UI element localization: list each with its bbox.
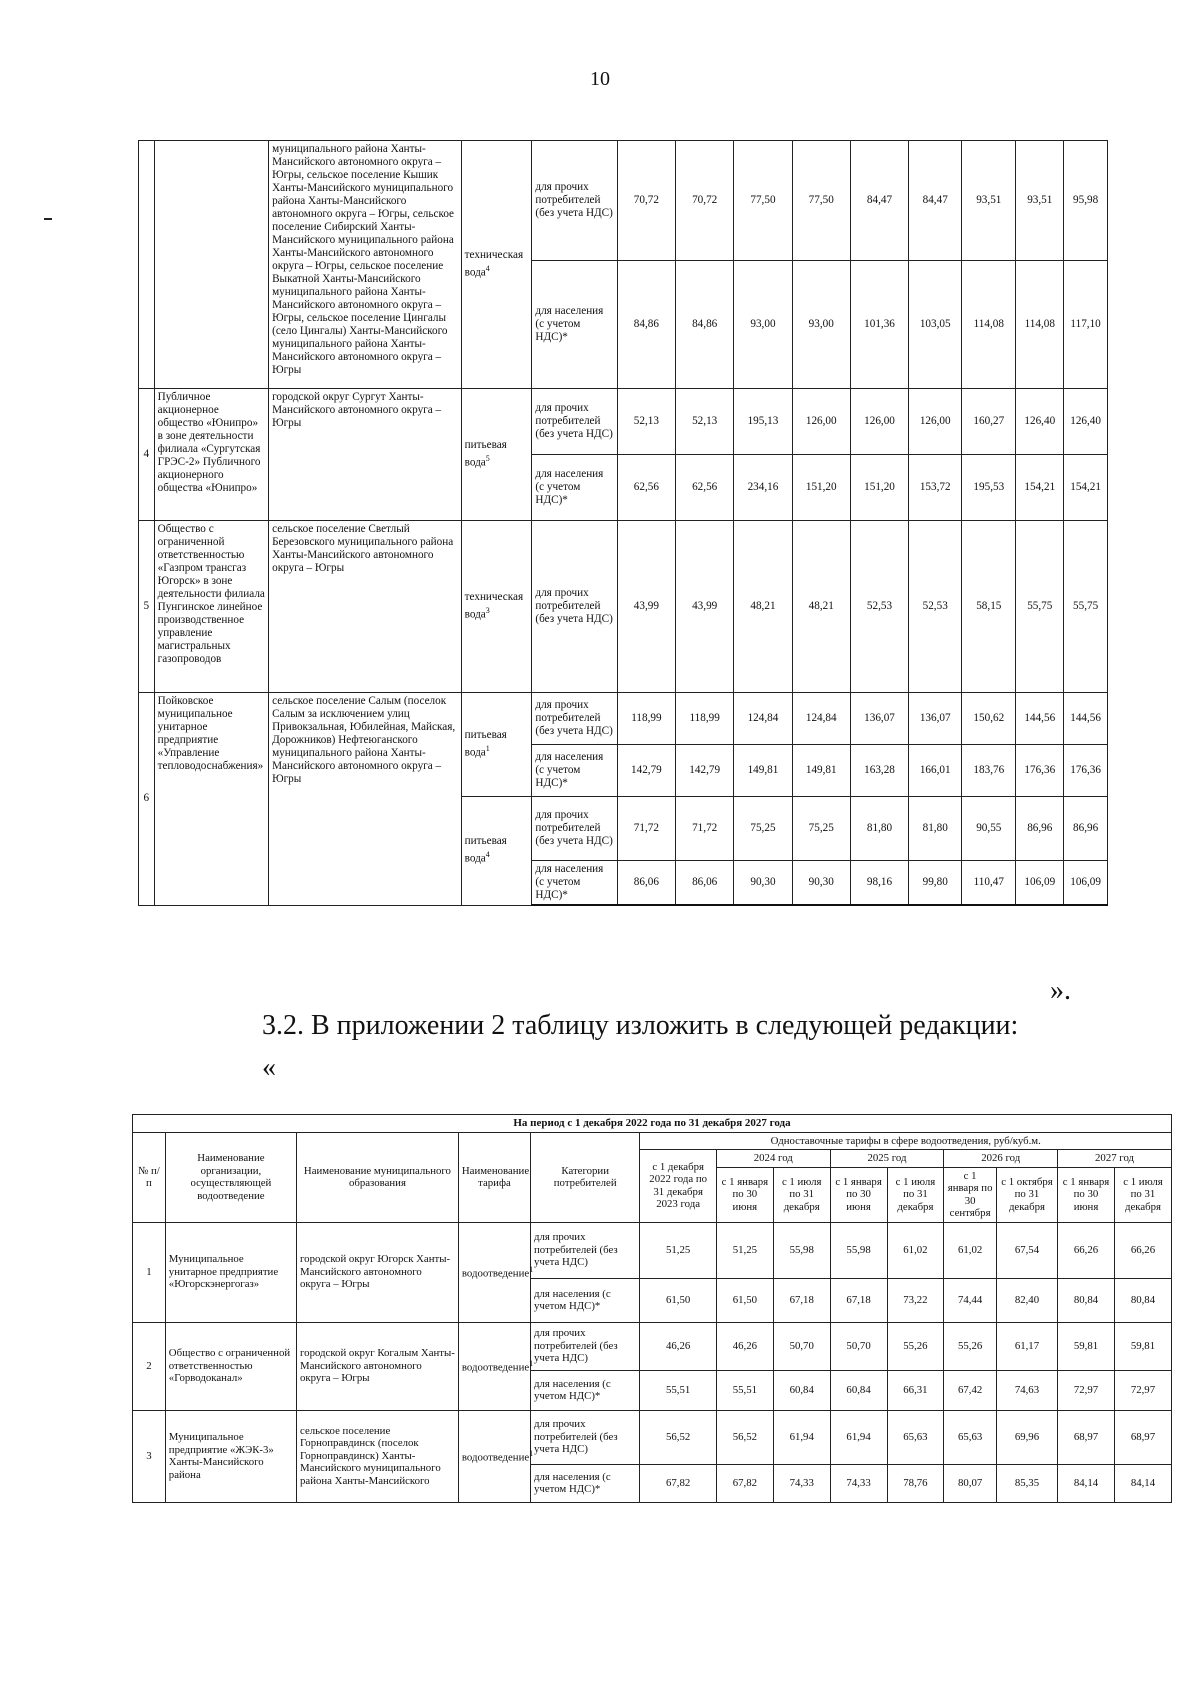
organization-name [154, 141, 268, 389]
tariff-value: 160,27 [962, 389, 1016, 455]
closing-quote: ». [1050, 975, 1071, 1006]
tariff-value: 195,53 [962, 455, 1016, 521]
tariff-value: 142,79 [617, 745, 675, 797]
tariff-value: 67,18 [830, 1278, 887, 1322]
tariff-type-cell [461, 693, 532, 797]
tariff-value: 67,18 [773, 1278, 830, 1322]
tariff-value: 144,56 [1064, 693, 1108, 745]
tariff-value: 114,08 [962, 261, 1016, 389]
tariff-value: 93,51 [962, 141, 1016, 261]
footnote-mark: 4 [485, 264, 490, 274]
consumer-category: для прочих потребителей (без учета НДС) [532, 389, 617, 455]
tariff-value: 48,21 [792, 521, 850, 693]
municipality-name: муниципального района Ханты-Мансийского автономного округа – Югры, сельское поселение Кышик Ханты-Мансийского муниципального района Ханты-Мансийского автономного округа – Югры, сельское поселение Сибирский Ханты-Мансийского муниципального района Ханты-Мансийского автономного округа – Югры, сельское поселение Выкатной Ханты-Мансийского муниципального района Ханты-Мансийского автономного округа – Югры, сельское поселение Цингалы (село Цингалы) Ханты-Мансийского муниципального района Ханты-Мансийского автономного округа – Югры [269, 141, 462, 389]
footnote-mark: 3 [485, 606, 490, 616]
tariff-value: 51,25 [716, 1222, 773, 1278]
tariff-value: 90,30 [734, 861, 792, 906]
tariff-value: 72,97 [1058, 1370, 1115, 1410]
organization-name: Общество с ограниченной ответственностью «Газпром трансгаз Югорск» в зоне деятельности филиала Пунгинское линейное производственное управление магистральных газопроводов [154, 521, 268, 693]
opening-quote: « [262, 1052, 276, 1083]
consumer-category: для прочих потребителей (без учета НДС) [531, 1222, 640, 1278]
tariff-table-water [138, 140, 1108, 906]
tariff-value: 93,51 [1016, 141, 1064, 261]
tariff-value: 166,01 [909, 745, 962, 797]
consumer-category: для населения (с учетом НДС)* [532, 861, 617, 906]
tariff-type: водоотведение [461, 1361, 530, 1374]
tariff-value: 106,09 [1016, 861, 1064, 906]
tariff-value: 52,53 [850, 521, 908, 693]
tariff-value: 136,07 [850, 693, 908, 745]
tariff-value: 59,81 [1058, 1322, 1115, 1370]
section-heading: 3.2. В приложении 2 таблицу изложить в следующей редакции: [262, 1010, 1019, 1041]
tariff-value: 84,14 [1114, 1464, 1171, 1502]
tariff-value: 55,98 [830, 1222, 887, 1278]
tariff-value: 74,33 [830, 1464, 887, 1502]
tariff-value: 61,17 [996, 1322, 1057, 1370]
first-period-header: с 1 декабря 2022 года по 31 декабря 2023 года [640, 1150, 717, 1223]
tariff-value: 58,15 [962, 521, 1016, 693]
tariff-type-cell [458, 1322, 534, 1410]
tariff-value: 56,52 [640, 1410, 717, 1464]
consumer-category: для населения (с учетом НДС)* [532, 455, 617, 521]
tariff-value: 77,50 [792, 141, 850, 261]
tariff-type-cell [461, 521, 532, 693]
tariff-value: 69,96 [996, 1410, 1057, 1464]
organization-name: Муниципальное предприятие «ЖЭК-3» Ханты-Мансийского района [165, 1410, 296, 1502]
tariff-value: 46,26 [640, 1322, 717, 1370]
subperiod-header: с 1 июля по 31 декабря [773, 1167, 830, 1222]
tariff-type: техническая вода [464, 591, 524, 621]
consumer-category: для населения (с учетом НДС)* [531, 1370, 640, 1410]
col-num-header: № п/п [133, 1132, 166, 1222]
consumer-category: для прочих потребителей (без учета НДС) [532, 521, 617, 693]
col-org-header: Наименование организации, осуществляющей водоотведение [165, 1132, 296, 1222]
tariff-value: 74,44 [944, 1278, 996, 1322]
consumer-category: для населения (с учетом НДС)* [531, 1464, 640, 1502]
tariff-type-cell [461, 797, 532, 906]
tariff-value: 93,00 [792, 261, 850, 389]
subperiod-header: с 1 января по 30 сентября [944, 1167, 996, 1222]
tariff-type-cell [461, 389, 532, 521]
tariff-value: 52,53 [909, 521, 962, 693]
tariff-value: 55,51 [640, 1370, 717, 1410]
consumer-category: для прочих потребителей (без учета НДС) [532, 693, 617, 745]
tariff-value: 154,21 [1016, 455, 1064, 521]
subperiod-header: с 1 июля по 31 декабря [887, 1167, 944, 1222]
tariff-value: 55,75 [1016, 521, 1064, 693]
subperiod-header: с 1 июля по 31 декабря [1114, 1167, 1171, 1222]
tariff-value: 118,99 [617, 693, 675, 745]
tariff-value: 66,26 [1114, 1222, 1171, 1278]
tariff-value: 51,25 [640, 1222, 717, 1278]
tariff-value: 75,25 [734, 797, 792, 861]
col-tariff-header: Наименование тарифа [458, 1132, 530, 1222]
tariff-type: питьевая вода [464, 729, 507, 759]
consumer-category: для населения (с учетом НДС)* [532, 745, 617, 797]
tariff-value: 126,00 [792, 389, 850, 455]
tariff-value: 103,05 [909, 261, 962, 389]
tariff-value: 73,22 [887, 1278, 944, 1322]
subperiod-header: с 1 января по 30 июня [716, 1167, 773, 1222]
tariff-value: 90,55 [962, 797, 1016, 861]
tariff-value: 71,72 [617, 797, 675, 861]
tariff-value: 86,96 [1064, 797, 1108, 861]
organization-name: Муниципальное унитарное предприятие «Югорскэнергогаз» [165, 1222, 296, 1322]
tariff-type: водоотведение [461, 1267, 530, 1280]
tariff-value: 81,80 [850, 797, 908, 861]
tariff-value: 71,72 [676, 797, 734, 861]
tariff-value: 149,81 [792, 745, 850, 797]
tariff-value: 67,42 [944, 1370, 996, 1410]
tariff-value: 55,26 [944, 1322, 996, 1370]
tariff-value: 93,00 [734, 261, 792, 389]
page-number: 10 [590, 68, 610, 90]
tariff-value: 80,07 [944, 1464, 996, 1502]
tariff-value: 56,52 [716, 1410, 773, 1464]
tariff-value: 95,98 [1064, 141, 1108, 261]
col-area-header: Наименование муниципального образования [297, 1132, 459, 1222]
tariff-value: 67,82 [640, 1464, 717, 1502]
tariff-value: 48,21 [734, 521, 792, 693]
tariff-value: 163,28 [850, 745, 908, 797]
footnote-mark: 1 [485, 744, 490, 754]
year-header: 2027 год [1058, 1150, 1172, 1168]
tariff-value: 66,31 [887, 1370, 944, 1410]
row-number: 3 [133, 1410, 166, 1502]
municipality-name: городской округ Югорск Ханты-Мансийского автономного округа – Югры [297, 1222, 459, 1322]
tariff-value: 60,84 [773, 1370, 830, 1410]
tariff-value: 77,50 [734, 141, 792, 261]
tariff-value: 67,54 [996, 1222, 1057, 1278]
tariff-value: 126,40 [1016, 389, 1064, 455]
tariff-value: 110,47 [962, 861, 1016, 906]
organization-name: Публичное акционерное общество «Юнипро» в зоне деятельности филиала «Сургутская ГРЭС-2» Публичного акционерного общества «Юнипро» [154, 389, 268, 521]
row-number: 4 [139, 389, 155, 521]
tariff-value: 80,84 [1114, 1278, 1171, 1322]
tariff-value: 82,40 [996, 1278, 1057, 1322]
tariff-value: 81,80 [909, 797, 962, 861]
tariff-value: 61,02 [944, 1222, 996, 1278]
tariff-table-wastewater [132, 1114, 1172, 1503]
municipality-name: городской округ Когалым Ханты-Мансийского автономного округа – Югры [297, 1322, 459, 1410]
tariff-value: 150,62 [962, 693, 1016, 745]
consumer-category: для прочих потребителей (без учета НДС) [532, 797, 617, 861]
tariff-value: 84,86 [617, 261, 675, 389]
tariff-value: 61,94 [773, 1410, 830, 1464]
row-number: 1 [133, 1222, 166, 1322]
tariff-value: 86,96 [1016, 797, 1064, 861]
tariff-value: 151,20 [792, 455, 850, 521]
tariff-value: 61,50 [716, 1278, 773, 1322]
tariff-value: 151,20 [850, 455, 908, 521]
table-row [139, 521, 1108, 693]
row-number: 6 [139, 693, 155, 906]
tariff-value: 59,81 [1114, 1322, 1171, 1370]
tariff-value: 50,70 [830, 1322, 887, 1370]
tariff-value: 55,51 [716, 1370, 773, 1410]
period-header: На период с 1 декабря 2022 года по 31 декабря 2027 года [133, 1115, 1172, 1133]
municipality-name: городской округ Сургут Ханты-Мансийского автономного округа – Югры [269, 389, 462, 521]
tariff-value: 118,99 [676, 693, 734, 745]
tariff-value: 176,36 [1064, 745, 1108, 797]
tariff-value: 85,35 [996, 1464, 1057, 1502]
tariff-value: 126,40 [1064, 389, 1108, 455]
table-row [139, 141, 1108, 261]
row-number: 2 [133, 1322, 166, 1410]
col-category-header: Категории потребителей [531, 1132, 640, 1222]
tariff-type: водоотведение [461, 1451, 530, 1464]
tariff-value: 75,25 [792, 797, 850, 861]
tariff-type-cell [458, 1410, 534, 1502]
tariff-value: 74,63 [996, 1370, 1057, 1410]
municipality-name: сельское поселение Салым (поселок Салым за исключением улиц Привокзальная, Юбилейная, Майская, Дорожников) Нефтеюганского муниципального района Ханты-Мансийского автономного округа – Югры [269, 693, 462, 906]
year-header: 2026 год [944, 1150, 1058, 1168]
tariff-value: 74,33 [773, 1464, 830, 1502]
consumer-category: для населения (с учетом НДС)* [531, 1278, 640, 1322]
table-row [139, 693, 1108, 745]
footnote-mark: 1 [529, 1264, 534, 1274]
organization-name: Пойковское муниципальное унитарное предприятие «Управление тепловодоснабжения» [154, 693, 268, 906]
tariff-value: 52,13 [676, 389, 734, 455]
tariff-value: 70,72 [676, 141, 734, 261]
tariff-value: 86,06 [617, 861, 675, 906]
tariff-value: 61,50 [640, 1278, 717, 1322]
margin-mark [44, 218, 52, 220]
tariff-type: питьевая вода [464, 439, 507, 469]
tariff-value: 183,76 [962, 745, 1016, 797]
tariff-value: 99,80 [909, 861, 962, 906]
organization-name: Общество с ограниченной ответственностью «Горводоканал» [165, 1322, 296, 1410]
consumer-category: для прочих потребителей (без учета НДС) [532, 141, 617, 261]
tariff-value: 65,63 [944, 1410, 996, 1464]
tariff-value: 114,08 [1016, 261, 1064, 389]
tariff-value: 149,81 [734, 745, 792, 797]
municipality-name: сельское поселение Горноправдинск (поселок Горноправдинск) Ханты-Мансийского муниципального района Ханты-Мансийского [297, 1410, 459, 1502]
subperiod-header: с 1 января по 30 июня [1058, 1167, 1115, 1222]
tariff-value: 195,13 [734, 389, 792, 455]
tariff-value: 106,09 [1064, 861, 1108, 906]
tariff-value: 61,02 [887, 1222, 944, 1278]
table-row [133, 1410, 1172, 1464]
tariff-value: 98,16 [850, 861, 908, 906]
tariff-type-cell [461, 141, 532, 389]
footnote-mark: 5 [485, 454, 490, 464]
consumer-category: для населения (с учетом НДС)* [532, 261, 617, 389]
tariff-value: 50,70 [773, 1322, 830, 1370]
tariff-value: 68,97 [1114, 1410, 1171, 1464]
tariffs-group-header: Одноставочные тарифы в сфере водоотведения, руб/куб.м. [640, 1132, 1172, 1150]
tariff-value: 126,00 [850, 389, 908, 455]
tariff-value: 153,72 [909, 455, 962, 521]
year-header: 2025 год [830, 1150, 944, 1168]
tariff-value: 80,84 [1058, 1278, 1115, 1322]
tariff-value: 61,94 [830, 1410, 887, 1464]
tariff-value: 126,00 [909, 389, 962, 455]
tariff-value: 117,10 [1064, 261, 1108, 389]
tariff-value: 84,47 [909, 141, 962, 261]
footnote-mark: 4 [485, 850, 490, 860]
tariff-value: 176,36 [1016, 745, 1064, 797]
tariff-type: техническая вода [464, 249, 524, 279]
tariff-type: питьевая вода [464, 835, 507, 866]
tariff-value: 78,76 [887, 1464, 944, 1502]
tariff-value: 62,56 [676, 455, 734, 521]
consumer-category: для прочих потребителей (без учета НДС) [531, 1410, 640, 1464]
tariff-value: 68,97 [1058, 1410, 1115, 1464]
tariff-value: 144,56 [1016, 693, 1064, 745]
tariff-value: 124,84 [792, 693, 850, 745]
tariff-value: 154,21 [1064, 455, 1108, 521]
tariff-value: 124,84 [734, 693, 792, 745]
tariff-value: 66,26 [1058, 1222, 1115, 1278]
row-number [139, 141, 155, 389]
subperiod-header: с 1 октября по 31 декабря [996, 1167, 1057, 1222]
municipality-name: сельское поселение Светлый Березовского муниципального района Ханты-Мансийского автономного округа – Югры [269, 521, 462, 693]
tariff-value: 52,13 [617, 389, 675, 455]
tariff-value: 84,47 [850, 141, 908, 261]
tariff-value: 65,63 [887, 1410, 944, 1464]
tariff-value: 86,06 [676, 861, 734, 906]
tariff-value: 234,16 [734, 455, 792, 521]
tariff-value: 70,72 [617, 141, 675, 261]
row-number: 5 [139, 521, 155, 693]
table-row [133, 1222, 1172, 1278]
tariff-value: 46,26 [716, 1322, 773, 1370]
tariff-value: 55,98 [773, 1222, 830, 1278]
tariff-value: 84,14 [1058, 1464, 1115, 1502]
consumer-category: для прочих потребителей (без учета НДС) [531, 1322, 640, 1370]
footnote-mark: 1 [529, 1358, 534, 1368]
tariff-value: 67,82 [716, 1464, 773, 1502]
tariff-value: 55,26 [887, 1322, 944, 1370]
tariff-value: 101,36 [850, 261, 908, 389]
year-header: 2024 год [716, 1150, 830, 1168]
subperiod-header: с 1 января по 30 июня [830, 1167, 887, 1222]
tariff-value: 90,30 [792, 861, 850, 906]
tariff-value: 60,84 [830, 1370, 887, 1410]
footnote-mark: 1 [529, 1448, 534, 1458]
table-row [139, 389, 1108, 455]
tariff-type-cell [458, 1222, 534, 1322]
tariff-value: 43,99 [617, 521, 675, 693]
table-row [133, 1322, 1172, 1370]
tariff-value: 62,56 [617, 455, 675, 521]
tariff-value: 43,99 [676, 521, 734, 693]
tariff-value: 136,07 [909, 693, 962, 745]
tariff-value: 84,86 [676, 261, 734, 389]
tariff-value: 55,75 [1064, 521, 1108, 693]
tariff-value: 142,79 [676, 745, 734, 797]
tariff-value: 72,97 [1114, 1370, 1171, 1410]
